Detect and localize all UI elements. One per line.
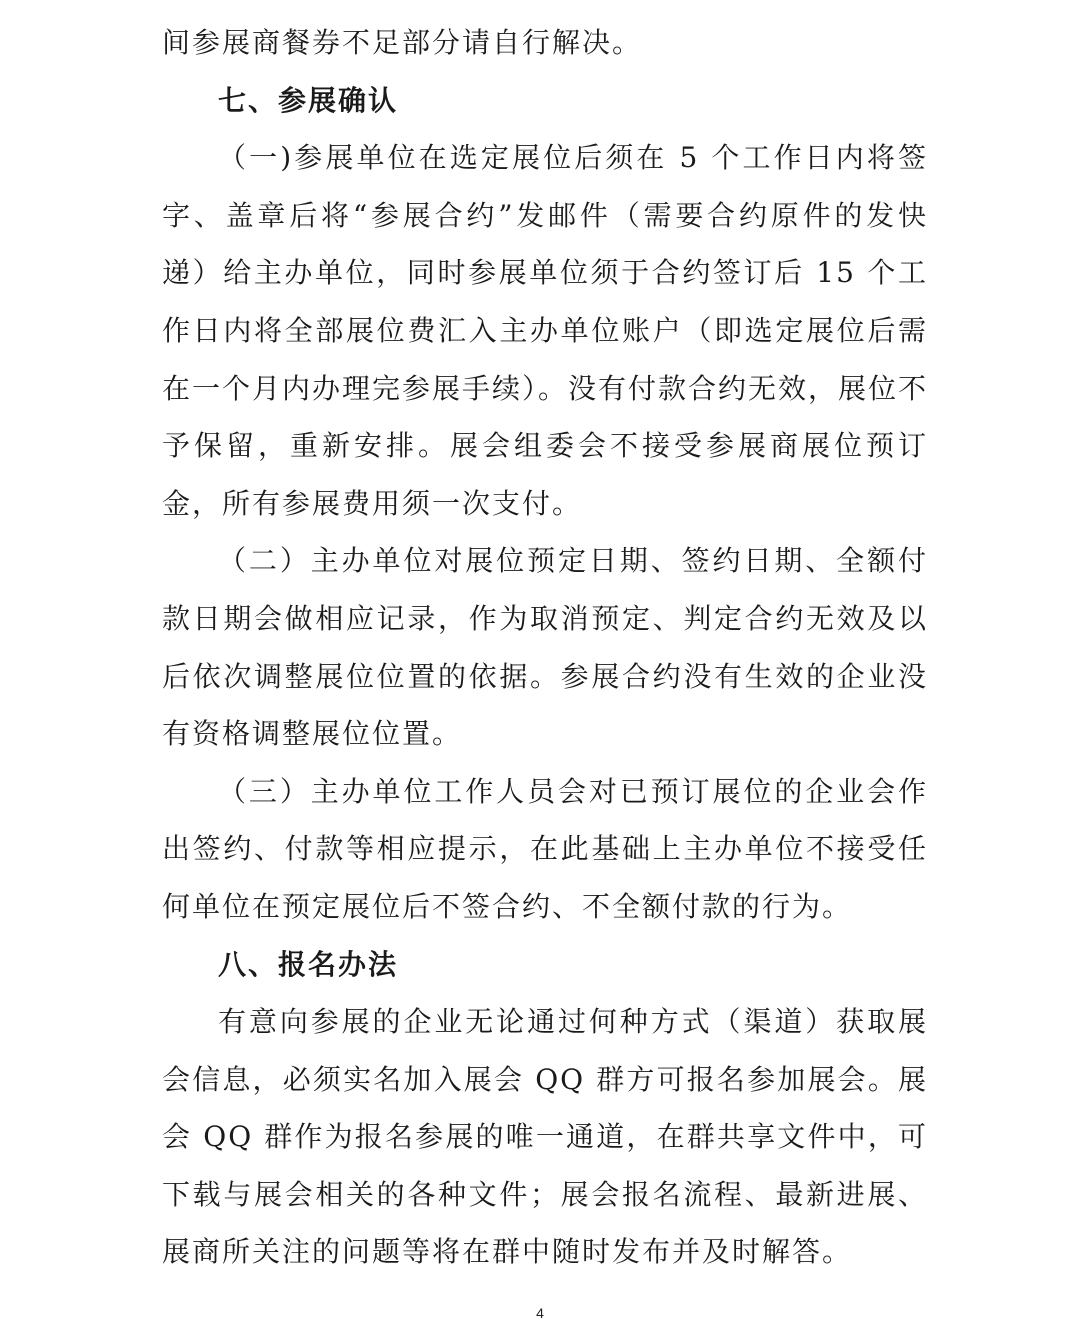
paragraph-registration: 有意向参展的企业无论通过何种方式（渠道）获取展会信息，必须实名加入展会 QQ 群方可报名参加展会。展会 QQ 群作为报名参展的唯一通道，在群共享文件中，可下载与展会相关的各种文件；展会报名流程、最新进展、展商所关注的问题等将在群中随时发布并及时解答。 <box>162 1005 928 1269</box>
paragraph-meal-voucher: 间参展商餐券不足部分请自行解决。 <box>162 26 643 59</box>
document-body <box>162 14 928 1281</box>
paragraph-confirmation-2: （二）主办单位对展位预定日期、签约日期、全额付款日期会做相应记录，作为取消预定、判定合约无效及以后依次调整展位位置的依据。参展合约没有生效的企业没有资格调整展位位置。 <box>162 544 928 751</box>
heading-exhibition-confirmation: 七、参展确认 <box>218 83 399 117</box>
heading-registration-method: 八、报名办法 <box>218 947 399 981</box>
paragraph-confirmation-3: （三）主办单位工作人员会对已预订展位的企业会作出签约、付款等相应提示，在此基础上主办单位不接受任何单位在预定展位后不签合约、不全额付款的行为。 <box>162 774 928 923</box>
page-number: 4 <box>536 1305 544 1321</box>
paragraph-confirmation-1: （一)参展单位在选定展位后须在 5 个工作日内将签字、盖章后将“参展合约”发邮件（需要合约原件的发快递）给主办单位，同时参展单位须于合约签订后 15 个工作日内将全部展位费汇入主办单位账户（即选定展位后需在一个月内办理完参展手续）。没有付款合约无效，展位不予保留，重新安排。展会组委会不接受参展商展位预订金，所有参展费用须一次支付。 <box>162 141 929 520</box>
